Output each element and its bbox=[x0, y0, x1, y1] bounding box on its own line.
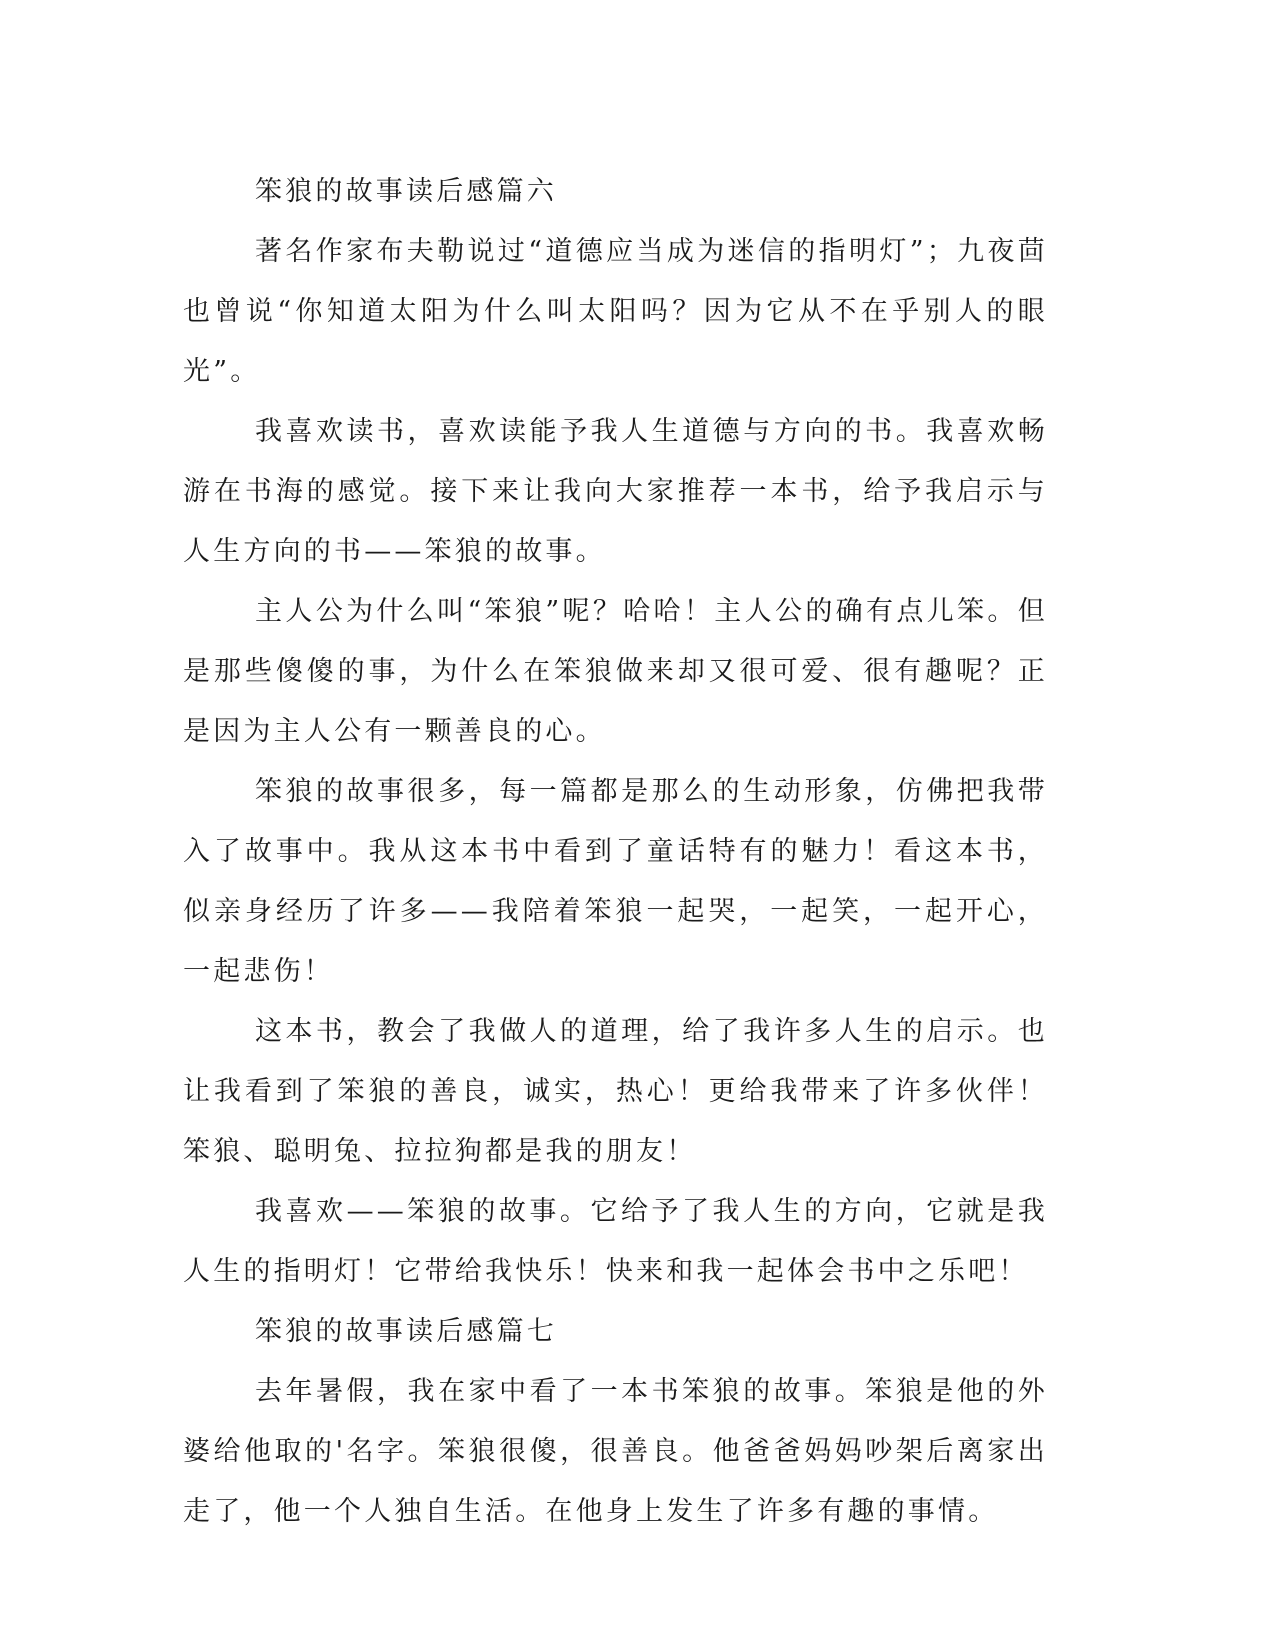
section-heading-6: 笨狼的故事读后感篇六 bbox=[255, 176, 557, 207]
paragraph-reading: 我喜欢读书，喜欢读能予我人生道德与方向的书。我喜欢畅游在书海的感觉。接下来让我向大家推荐一本书，给予我启示与人生方向的书——笨狼的故事。 bbox=[183, 416, 1048, 567]
paragraph-stories: 笨狼的故事很多，每一篇都是那么的生动形象，仿佛把我带入了故事中。我从这本书中看到了童话特有的魅力！看这本书，似亲身经历了许多——我陪着笨狼一起哭，一起笑，一起开心，一起悲伤！ bbox=[183, 776, 1048, 987]
paragraph-quote: 著名作家布夫勒说过“道德应当成为迷信的指明灯”；九夜茴也曾说“你知道太阳为什么叫太阳吗？因为它从不在乎别人的眼光”。 bbox=[183, 236, 1048, 387]
section-heading-7: 笨狼的故事读后感篇七 bbox=[255, 1316, 557, 1347]
paragraph-lessons: 这本书，教会了我做人的道理，给了我许多人生的启示。也让我看到了笨狼的善良，诚实，热心！更给我带来了许多伙伴！笨狼、聪明兔、拉拉狗都是我的朋友！ bbox=[183, 1016, 1048, 1167]
paragraph-summer: 去年暑假，我在家中看了一本书笨狼的故事。笨狼是他的外婆给他取的'名字。笨狼很傻，很善良。他爸爸妈妈吵架后离家出走了，他一个人独自生活。在他身上发生了许多有趣的事情。 bbox=[183, 1376, 1048, 1527]
document-body bbox=[183, 162, 1048, 1542]
paragraph-conclusion: 我喜欢——笨狼的故事。它给予了我人生的方向，它就是我人生的指明灯！它带给我快乐！快来和我一起体会书中之乐吧！ bbox=[183, 1196, 1048, 1287]
paragraph-protagonist: 主人公为什么叫“笨狼”呢？哈哈！主人公的确有点儿笨。但是那些傻傻的事，为什么在笨狼做来却又很可爱、很有趣呢？正是因为主人公有一颗善良的心。 bbox=[183, 596, 1048, 747]
